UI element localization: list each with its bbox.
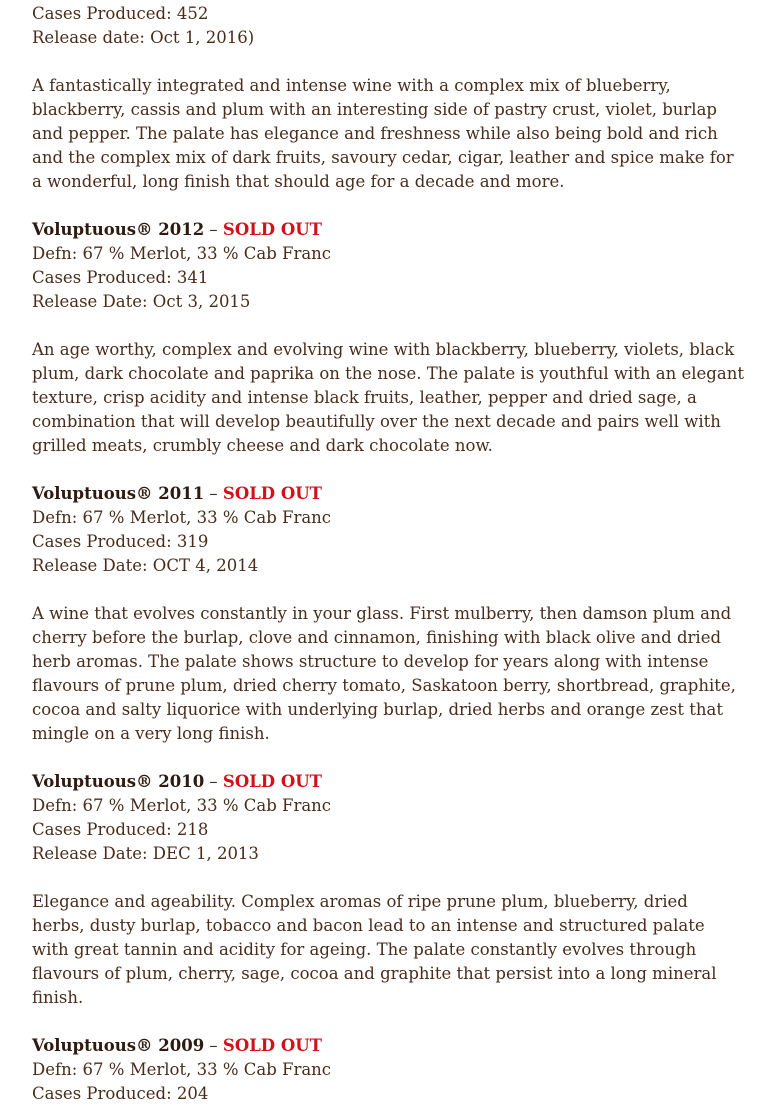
vintage-heading-2010: [32, 770, 744, 794]
vintage-heading-2012: [32, 218, 744, 242]
sold-out-badge-2010: SOLD OUT: [222, 772, 322, 791]
tasting-notes-2012: An age worthy, complex and evolving wine with blackberry, blueberry, violets, black plum, dark chocolate and paprika on the nose. The palate is youthful with an elegant texture, crisp acidity and intense black fruits, leather, pepper and dried sage, a combination that will develop beautifully over the next decade and pairs well with grilled meats, crumbly cheese and dark chocolate now.: [32, 340, 744, 455]
vintage-2012: [32, 218, 744, 458]
release-date-2013: Release date: Oct 1, 2016): [32, 28, 255, 47]
sold-out-badge-2011: SOLD OUT: [222, 484, 322, 503]
vintage-title-2011: Voluptuous® 2011: [32, 484, 205, 503]
tasting-notes-2013: A fantastically integrated and intense wine with a complex mix of blueberry, blackberry, cassis and plum with an interesting side of pastry crust, violet, burlap and pepper. The palate has elegance and freshness while also being bold and rich and the complex mix of dark fruits, savoury cedar, cigar, leather and spice make for a wonderful, long finish that should age for a decade and more.: [32, 76, 734, 191]
vintage-2009: [32, 1034, 744, 1106]
sold-out-badge-2009: SOLD OUT: [222, 1036, 322, 1055]
cases-produced-2013: Cases Produced: 452: [32, 4, 209, 23]
cases-produced-2009: Cases Produced: 204: [32, 1084, 209, 1103]
vintage-title-2012: Voluptuous® 2012: [32, 220, 205, 239]
blend-definition-2010: Defn: 67 % Merlot, 33 % Cab Franc: [32, 796, 332, 815]
cases-produced-2010: Cases Produced: 218: [32, 820, 209, 839]
cases-produced-2012: Cases Produced: 341: [32, 268, 209, 287]
heading-dash: –: [204, 220, 223, 239]
sold-out-badge-2012: SOLD OUT: [222, 220, 322, 239]
release-date-2010: Release Date: DEC 1, 2013: [32, 844, 259, 863]
release-date-2012: Release Date: Oct 3, 2015: [32, 292, 251, 311]
vintage-heading-2009: [32, 1034, 744, 1058]
wine-list-content: [32, 2, 744, 1106]
vintage-title-2009: Voluptuous® 2009: [32, 1036, 205, 1055]
blend-definition-2009: Defn: 67 % Merlot, 33 % Cab Franc: [32, 1060, 332, 1079]
heading-dash: –: [204, 484, 223, 503]
vintage-2011: [32, 482, 744, 746]
vintage-heading-2011: [32, 482, 744, 506]
vintage-title-2010: Voluptuous® 2010: [32, 772, 205, 791]
tasting-notes-2010: Elegance and ageability. Complex aromas of ripe prune plum, blueberry, dried herbs, dusty burlap, tobacco and bacon lead to an intense and structured palate with great tannin and acidity for ageing. The palate constantly evolves through flavours of plum, cherry, sage, cocoa and graphite that persist into a long mineral finish.: [32, 892, 717, 1007]
vintage-2010: [32, 770, 744, 1010]
cases-produced-2011: Cases Produced: 319: [32, 532, 209, 551]
blend-definition-2012: Defn: 67 % Merlot, 33 % Cab Franc: [32, 244, 332, 263]
release-date-2011: Release Date: OCT 4, 2014: [32, 556, 259, 575]
blend-definition-2011: Defn: 67 % Merlot, 33 % Cab Franc: [32, 508, 332, 527]
tasting-notes-2011: A wine that evolves constantly in your glass. First mulberry, then damson plum and cherry before the burlap, clove and cinnamon, finishing with black olive and dried herb aromas. The palate shows structure to develop for years along with intense flavours of prune plum, dried cherry tomato, Saskatoon berry, shortbread, graphite, cocoa and salty liquorice with underlying burlap, dried herbs and orange zest that mingle on a very long finish.: [32, 604, 736, 743]
heading-dash: –: [204, 1036, 223, 1055]
heading-dash: –: [204, 772, 223, 791]
